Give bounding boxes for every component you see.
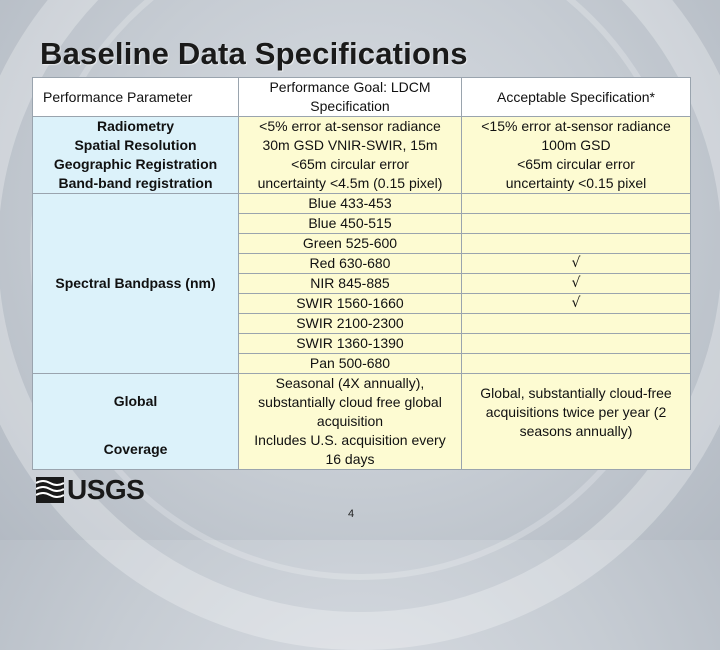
band-goal: NIR 845-885 <box>239 274 462 294</box>
page-number: 4 <box>348 508 355 520</box>
band-goal: SWIR 1560-1660 <box>239 294 462 314</box>
goal-line: Seasonal (4X annually), <box>275 375 425 391</box>
usgs-logo-text: USGS <box>67 474 145 505</box>
goal-line: substantially cloud free global <box>258 394 442 410</box>
general-acceptable-cell <box>462 117 691 194</box>
acceptable-line: Global, substantially cloud-free <box>480 385 672 401</box>
acceptable-line: 100m GSD <box>541 137 611 153</box>
goal-line: acquisition <box>316 413 384 429</box>
general-goal-cell <box>239 117 462 194</box>
header-performance-goal <box>239 78 462 117</box>
acceptable-line: seasons annually) <box>519 423 633 439</box>
spectral-bandpass-param: Spectral Bandpass (nm) <box>33 194 239 374</box>
general-parameters-cell <box>33 117 239 194</box>
header-goal-line1: Performance Goal: LDCM <box>269 79 431 95</box>
goal-line: Includes U.S. acquisition every <box>254 432 446 448</box>
band-goal: Blue 450-515 <box>239 214 462 234</box>
goal-line: <65m circular error <box>291 156 409 172</box>
goal-line: <5% error at-sensor radiance <box>259 118 441 134</box>
band-acceptable <box>462 214 691 234</box>
header-row <box>33 78 691 117</box>
usgs-logo <box>36 474 144 506</box>
param-spatial-resolution: Spatial Resolution <box>74 137 197 153</box>
global-coverage-param <box>33 374 239 470</box>
goal-line: 30m GSD VNIR-SWIR, 15m <box>262 137 438 153</box>
band-acceptable <box>462 334 691 354</box>
header-acceptable-specification: Acceptable Specification* <box>462 78 691 117</box>
band-goal: Green 525-600 <box>239 234 462 254</box>
slide-title: Baseline Data Specifications <box>40 36 468 71</box>
header-performance-parameter: Performance Parameter <box>33 78 239 117</box>
band-goal: SWIR 1360-1390 <box>239 334 462 354</box>
table-row-general <box>33 117 691 194</box>
param-global: Global <box>113 393 158 409</box>
acceptable-line: <65m circular error <box>517 156 635 172</box>
band-acceptable <box>462 314 691 334</box>
band-goal: Blue 433-453 <box>239 194 462 214</box>
coverage-goal-cell <box>239 374 462 470</box>
header-goal-line2: Specification <box>310 98 390 114</box>
goal-line: uncertainty <4.5m (0.15 pixel) <box>257 175 443 191</box>
band-acceptable-checkmark: √ <box>462 254 691 274</box>
param-geographic-registration: Geographic Registration <box>53 156 218 172</box>
usgs-wave-icon <box>36 477 64 503</box>
goal-line: 16 days <box>325 451 375 467</box>
band-goal: SWIR 2100-2300 <box>239 314 462 334</box>
band-acceptable <box>462 354 691 374</box>
band-goal: Pan 500-680 <box>239 354 462 374</box>
band-acceptable-checkmark: √ <box>462 274 691 294</box>
param-coverage: Coverage <box>103 441 168 457</box>
specifications-table <box>32 77 691 470</box>
param-band-band-registration: Band-band registration <box>58 175 213 191</box>
table-row-coverage <box>33 374 691 470</box>
table-row-band <box>33 194 691 214</box>
acceptable-line: <15% error at-sensor radiance <box>481 118 671 134</box>
param-radiometry: Radiometry <box>96 118 175 134</box>
band-goal: Red 630-680 <box>239 254 462 274</box>
acceptable-line: uncertainty <0.15 pixel <box>505 175 647 191</box>
coverage-acceptable-cell <box>462 374 691 470</box>
band-acceptable <box>462 194 691 214</box>
acceptable-line: acquisitions twice per year (2 <box>485 404 667 420</box>
band-acceptable-checkmark: √ <box>462 294 691 314</box>
band-acceptable <box>462 234 691 254</box>
